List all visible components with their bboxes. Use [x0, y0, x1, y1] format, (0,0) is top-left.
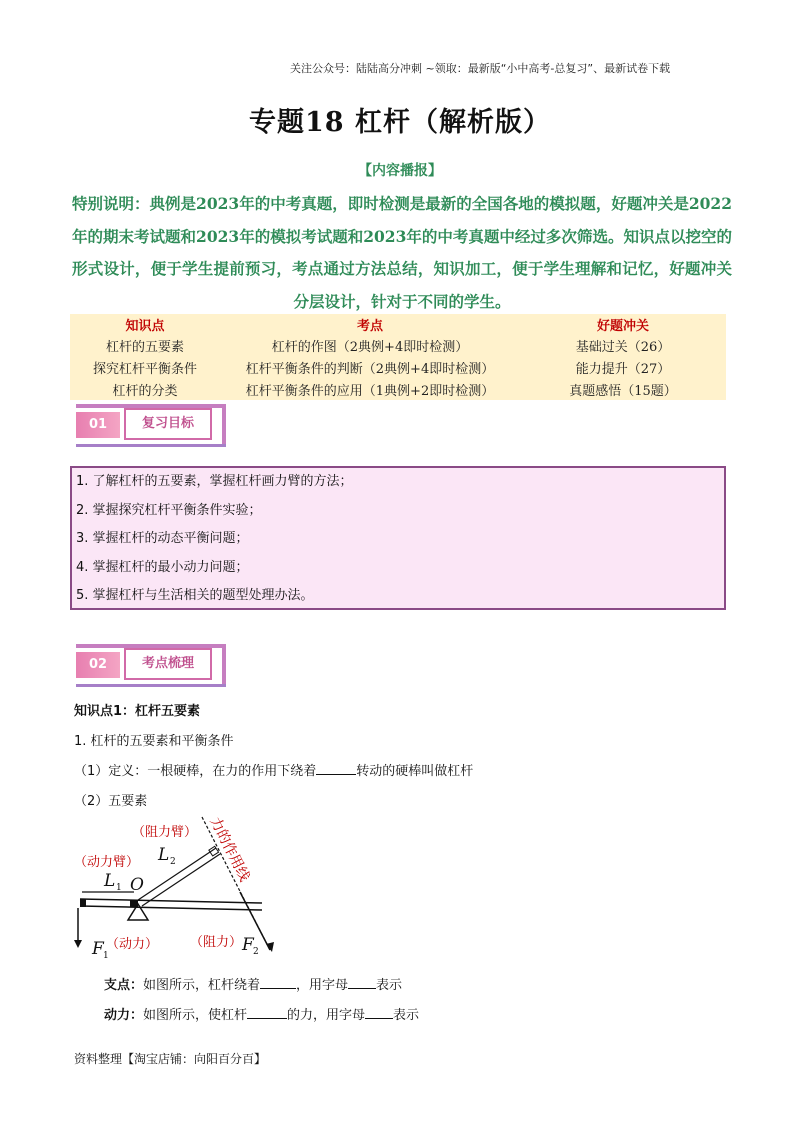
- header-note: 关注公众号：陆陆高分冲刺 ~领取：最新版“小中高考-总复习”、最新试卷下载: [290, 62, 671, 75]
- goals-box: [70, 466, 726, 610]
- label-f1-subscript: 1: [103, 951, 109, 960]
- text-fragment: 表示: [376, 978, 403, 993]
- page-title: 专题18 杠杆（解析版）: [249, 107, 551, 138]
- table-row: [70, 356, 726, 378]
- intro-paragraph: 特别说明：典例是2023年的中考真题，即时检测是最新的全国各地的模拟题，好题冲关是2022年的期末考试题和2023年的模拟考试题和2023年的中考真题中经过多次筛选。知识点以挖空的形式设计，便于学生提前预习，考点通过方法总结，知识加工，便于学生理解和记忆，好题冲关分层设计，针对于不同的学生。: [72, 194, 732, 311]
- lever-diagram: [70, 812, 310, 960]
- goal-item: 4. 掌握杠杆的最小动力问题；: [76, 559, 249, 575]
- label-l1: L: [104, 871, 116, 891]
- badge-decor: [76, 684, 226, 687]
- fill-blank: [316, 762, 356, 775]
- effort-line: [104, 1004, 419, 1023]
- footer-note: 资料整理【淘宝店铺：向阳百分百】: [74, 1052, 267, 1066]
- knowledge-point-title: 知识点1：杠杆五要素: [74, 704, 201, 719]
- table-cell: 杠杆平衡条件的判断（2典例+4即时检测）: [245, 361, 495, 377]
- label-resistance: （阻力）: [190, 935, 243, 950]
- label-line-of-force: 力的作用线: [206, 814, 253, 885]
- table-cell: 探究杠杆平衡条件: [92, 361, 197, 377]
- content-label: 【内容播报】: [358, 163, 442, 179]
- label-power: （动力）: [106, 937, 159, 952]
- section-badge-review-goals: [76, 404, 226, 450]
- fill-blank: [247, 1006, 287, 1019]
- label-o: O: [130, 875, 144, 895]
- text-fragment: 如图所示，使杠杆: [143, 1008, 248, 1023]
- label-resistance-arm: （阻力臂）: [132, 825, 198, 840]
- definition-line: [74, 760, 473, 779]
- table-cell: 杠杆平衡条件的应用（1典例+2即时检测）: [245, 383, 495, 399]
- resistance-arm-line: [142, 854, 220, 906]
- text-fragment: 表示: [393, 1008, 420, 1023]
- badge-decor: [222, 644, 226, 684]
- goal-item: 1. 了解杠杆的五要素，掌握杠杆画力臂的方法；: [76, 474, 353, 489]
- label-l2: L: [158, 845, 170, 865]
- badge-decor: [76, 444, 226, 447]
- goal-item: 2. 掌握探究杠杆平衡条件实验；: [76, 502, 262, 518]
- section-label: 复习目标: [124, 408, 212, 440]
- table-cell: 杠杆的分类: [112, 383, 178, 399]
- lever-bar-top: [80, 899, 262, 903]
- term-label: 动力：: [104, 1008, 144, 1023]
- table-cell: 真题感悟（15题）: [569, 383, 677, 399]
- table-cell: 能力提升（27）: [575, 361, 671, 377]
- fill-blank: [260, 976, 296, 989]
- table-cell: 杠杆的五要素: [105, 339, 184, 355]
- table-row: [70, 334, 726, 356]
- fill-blank: [348, 976, 376, 989]
- overview-header-exam-points: 考点: [356, 318, 383, 334]
- text-line: （2）五要素: [74, 794, 148, 809]
- label-f2-subscript: 2: [253, 947, 259, 957]
- section-badge-key-points: [76, 644, 226, 690]
- text-fragment: 的力，用字母: [287, 1008, 366, 1023]
- overview-header-practice: 好题冲关: [596, 318, 649, 334]
- text-fragment: （1）定义：一根硬棒，在力的作用下绕着: [74, 764, 317, 779]
- text-fragment: ，用字母: [296, 978, 349, 993]
- term-label: 支点：: [104, 978, 144, 993]
- fulcrum-line: [104, 974, 402, 993]
- resistance-arm-line: [138, 848, 216, 900]
- lever-bar-bottom: [80, 906, 262, 910]
- fill-blank: [365, 1006, 393, 1019]
- goal-item: 5. 掌握杠杆与生活相关的题型处理办法。: [76, 588, 314, 603]
- section-number: 02: [76, 652, 120, 678]
- label-f2: F: [242, 935, 254, 955]
- table-row: [70, 378, 726, 400]
- label-l2-subscript: 2: [170, 857, 176, 867]
- label-power-arm: （动力臂）: [74, 855, 140, 870]
- table-cell: 杠杆的作图（2典例+4即时检测）: [271, 339, 469, 355]
- section-number: 01: [76, 412, 120, 438]
- text-line: 1. 杠杆的五要素和平衡条件: [74, 734, 234, 749]
- label-l1-subscript: 1: [116, 883, 122, 893]
- goal-item: 3. 掌握杠杆的动态平衡问题；: [76, 531, 249, 546]
- overview-header-knowledge: 知识点: [125, 318, 165, 334]
- text-fragment: 转动的硬棒叫做杠杆: [356, 764, 474, 779]
- arrowhead-icon: [74, 940, 82, 948]
- overview-table: [70, 314, 726, 400]
- badge-decor: [222, 404, 226, 444]
- label-f1: F: [92, 939, 104, 959]
- overview-header-row: [70, 314, 726, 334]
- text-fragment: 如图所示，杠杆绕着: [143, 978, 261, 993]
- lever-end: [80, 899, 86, 907]
- table-cell: 基础过关（26）: [575, 339, 671, 355]
- section-label: 考点梳理: [124, 648, 212, 680]
